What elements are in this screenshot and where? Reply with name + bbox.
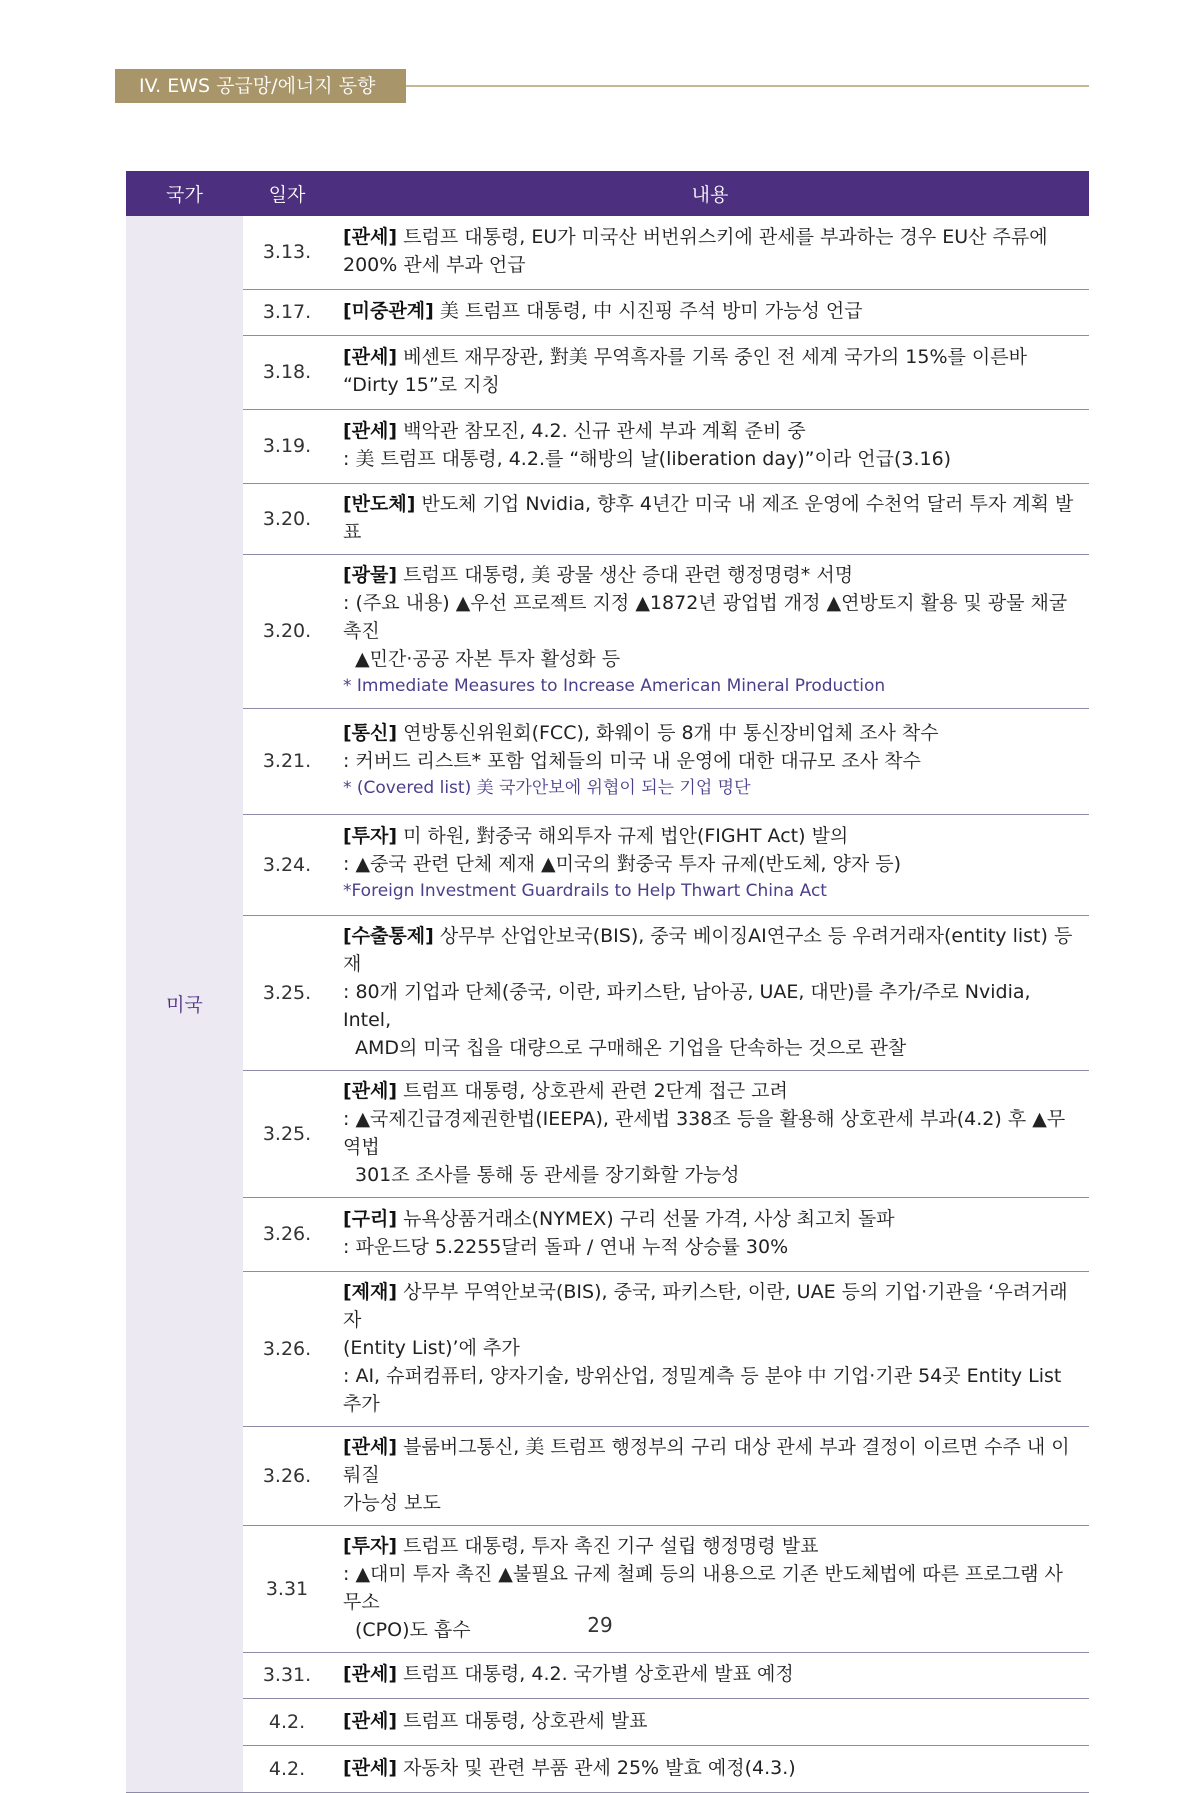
date-cell: 3.20. [243, 483, 331, 554]
content-cell [331, 1652, 1089, 1698]
date-cell: 3.26. [243, 1426, 331, 1525]
section-label: IV. EWS 공급망/에너지 동향 [115, 69, 406, 103]
page-number: 29 [587, 1613, 613, 1637]
table-row [126, 1745, 1089, 1792]
table-row [126, 814, 1089, 915]
content-line: (Entity List)’에 추가 [343, 1336, 520, 1359]
date-cell: 3.21. [243, 708, 331, 814]
category-tag: [광물] [343, 563, 398, 586]
content-line: : 80개 기업과 단체(중국, 이란, 파키스탄, 남아공, UAE, 대만)를 추가/주로 Nvidia, Intel, [343, 980, 1031, 1031]
content-text: 베센트 재무장관, 對美 무역흑자를 기록 중인 전 세계 국가의 15%를 이른바 [397, 346, 1027, 368]
content-line [343, 561, 1081, 589]
table-row [126, 1652, 1089, 1698]
content-text: 트럼프 대통령, 4.2. 국가별 상호관세 발표 예정 [397, 1663, 794, 1685]
table-row [126, 409, 1089, 483]
section-divider [406, 85, 1089, 87]
content-cell [331, 915, 1089, 1070]
category-tag: [미중관계] [343, 300, 434, 322]
footnote: * (Covered list) 美 국가안보에 위협이 되는 기업 명단 [343, 777, 751, 798]
content-line: 200% 관세 부과 언급 [343, 254, 526, 277]
content-cell [331, 708, 1089, 814]
category-tag: [관세] [343, 420, 398, 442]
category-tag: [반도체] [343, 492, 416, 515]
category-tag: [구리] [343, 1208, 398, 1230]
category-tag: [관세] [343, 1756, 398, 1779]
date-cell: 3.26. [243, 1197, 331, 1271]
content-line [343, 1077, 1081, 1105]
content-cell [331, 814, 1089, 915]
content-line [343, 343, 1081, 371]
content-line [343, 822, 1081, 850]
content-line [343, 1660, 1081, 1688]
content-text: 연방통신위원회(FCC), 화웨이 등 8개 中 통신장비업체 조사 착수 [397, 721, 939, 744]
content-cell [331, 1745, 1089, 1792]
table-row [126, 1070, 1089, 1197]
table-row [126, 915, 1089, 1070]
content-cell [331, 216, 1089, 289]
content-line [343, 297, 1081, 325]
content-line: : 파운드당 5.2255달러 돌파 / 연내 누적 상승률 30% [343, 1236, 789, 1258]
date-cell: 3.31. [243, 1652, 331, 1698]
category-tag: [관세] [343, 346, 398, 368]
column-header-content: 내용 [331, 171, 1089, 216]
date-cell: 3.25. [243, 915, 331, 1070]
content-line [343, 1707, 1081, 1735]
category-tag: [통신] [343, 721, 398, 744]
content-cell [331, 409, 1089, 483]
content-line [343, 1433, 1081, 1489]
table-row [126, 289, 1089, 335]
content-text: 뉴욕상품거래소(NYMEX) 구리 선물 가격, 사상 최고치 돌파 [397, 1208, 895, 1230]
us-events-table [126, 171, 1089, 1793]
content-line: (CPO)도 흡수 [355, 1618, 471, 1641]
content-line: : ▲대미 투자 촉진 ▲불필요 규제 철폐 등의 내용으로 기존 반도체법에 따른 프로그램 사무소 [343, 1562, 1063, 1613]
content-line: : ▲국제긴급경제권한법(IEEPA), 관세법 338조 등을 활용해 상호관세 부과(4.2) 후 ▲무역법 [343, 1107, 1066, 1158]
date-cell: 3.13. [243, 216, 331, 289]
category-tag: [관세] [343, 1709, 398, 1732]
table-row [126, 1426, 1089, 1525]
content-line: : (주요 내용) ▲우선 프로젝트 지정 ▲1872년 광업법 개정 ▲연방토지 활용 및 광물 채굴 촉진 [343, 591, 1068, 642]
content-text: 미 하원, 對중국 해외투자 규제 법안(FIGHT Act) 발의 [397, 825, 849, 847]
content-cell [331, 1271, 1089, 1426]
content-text: 트럼프 대통령, EU가 미국산 버번위스키에 관세를 부과하는 경우 EU산 주류에 [397, 226, 1048, 249]
date-cell: 4.2. [243, 1745, 331, 1792]
country-cell: 미국 [126, 216, 243, 1792]
table-header-row [126, 171, 1089, 216]
content-text: 트럼프 대통령, 투자 촉진 기구 설립 행정명령 발표 [397, 1534, 819, 1557]
table-row [126, 708, 1089, 814]
category-tag: [관세] [343, 1663, 398, 1685]
content-text: 美 트럼프 대통령, 中 시진핑 주석 방미 가능성 언급 [433, 300, 863, 322]
content-cell [331, 1426, 1089, 1525]
content-text: 백악관 참모진, 4.2. 신규 관세 부과 계획 준비 중 [397, 420, 806, 442]
date-cell: 3.19. [243, 409, 331, 483]
table-row [126, 483, 1089, 554]
table-row [126, 554, 1089, 708]
content-text: 반도체 기업 Nvidia, 향후 4년간 미국 내 제조 운영에 수천억 달러 투자 계획 발표 [343, 492, 1074, 543]
content-cell [331, 554, 1089, 708]
date-cell: 3.24. [243, 814, 331, 915]
content-text: 자동차 및 관련 부품 관세 25% 발효 예정(4.3.) [397, 1756, 796, 1779]
table-body [126, 216, 1089, 1792]
content-cell [331, 1698, 1089, 1745]
content-cell [331, 1070, 1089, 1197]
content-line [343, 1532, 1081, 1560]
date-cell: 3.20. [243, 554, 331, 708]
content-line: “Dirty 15”로 지칭 [343, 374, 500, 396]
content-line [343, 490, 1081, 546]
date-cell: 3.26. [243, 1271, 331, 1426]
content-text: 블룸버그통신, 美 트럼프 행정부의 구리 대상 관세 부과 결정이 이르면 수주 내 이뤄질 [343, 1435, 1070, 1486]
content-line [343, 1754, 1081, 1782]
date-cell: 4.2. [243, 1698, 331, 1745]
column-header-country: 국가 [126, 171, 243, 216]
content-text: 트럼프 대통령, 美 광물 생산 증대 관련 행정명령* 서명 [397, 563, 854, 586]
content-cell [331, 335, 1089, 409]
content-line: : ▲중국 관련 단체 제재 ▲미국의 對중국 투자 규제(반도체, 양자 등) [343, 853, 902, 875]
table-row [126, 1197, 1089, 1271]
category-tag: [관세] [343, 1079, 398, 1102]
content-line [343, 223, 1081, 251]
category-tag: [관세] [343, 1435, 398, 1458]
table-row [126, 216, 1089, 289]
footnote: *Foreign Investment Guardrails to Help Thwart China Act [343, 881, 827, 901]
category-tag: [수출통제] [343, 924, 434, 947]
content-line [343, 1205, 1081, 1233]
content-text: 상무부 무역안보국(BIS), 중국, 파키스탄, 이란, UAE 등의 기업·기관을 ‘우려거래자 [343, 1280, 1068, 1331]
content-text: 상무부 산업안보국(BIS), 중국 베이징AI연구소 등 우려거래자(entity list) 등재 [343, 924, 1073, 975]
content-text: 트럼프 대통령, 상호관세 발표 [397, 1709, 648, 1732]
category-tag: [투자] [343, 825, 398, 847]
content-line [343, 417, 1081, 445]
category-tag: [투자] [343, 1534, 398, 1557]
footnote: * Immediate Measures to Increase American Mineral Production [343, 675, 886, 696]
content-cell [331, 289, 1089, 335]
category-tag: [관세] [343, 226, 398, 249]
content-line: : 美 트럼프 대통령, 4.2.를 “해방의 날(liberation day)”이라 언급(3.16) [343, 448, 952, 470]
content-cell [331, 1197, 1089, 1271]
category-tag: [제재] [343, 1280, 398, 1303]
date-cell: 3.31 [243, 1525, 331, 1652]
content-line: : 커버드 리스트* 포함 업체들의 미국 내 운영에 대한 대규모 조사 착수 [343, 749, 921, 772]
content-text: 트럼프 대통령, 상호관세 관련 2단계 접근 고려 [397, 1079, 788, 1102]
content-line [343, 719, 1081, 747]
content-line: 301조 조사를 통해 동 관세를 장기화할 가능성 [355, 1163, 740, 1186]
content-line: AMD의 미국 칩을 대량으로 구매해온 기업을 단속하는 것으로 관찰 [355, 1036, 907, 1059]
content-line: : AI, 슈퍼컴퓨터, 양자기술, 방위산업, 정밀계측 등 분야 中 기업·기관 54곳 Entity List 추가 [343, 1364, 1062, 1415]
date-cell: 3.17. [243, 289, 331, 335]
table-row [126, 1698, 1089, 1745]
table-row [126, 335, 1089, 409]
date-cell: 3.18. [243, 335, 331, 409]
content-line: 가능성 보도 [343, 1491, 441, 1514]
column-header-date: 일자 [243, 171, 331, 216]
content-line [343, 1278, 1081, 1334]
date-cell: 3.25. [243, 1070, 331, 1197]
content-cell [331, 483, 1089, 554]
table-row [126, 1271, 1089, 1426]
content-line: ▲민간·공공 자본 투자 활성화 등 [355, 647, 621, 670]
content-line [343, 922, 1081, 978]
